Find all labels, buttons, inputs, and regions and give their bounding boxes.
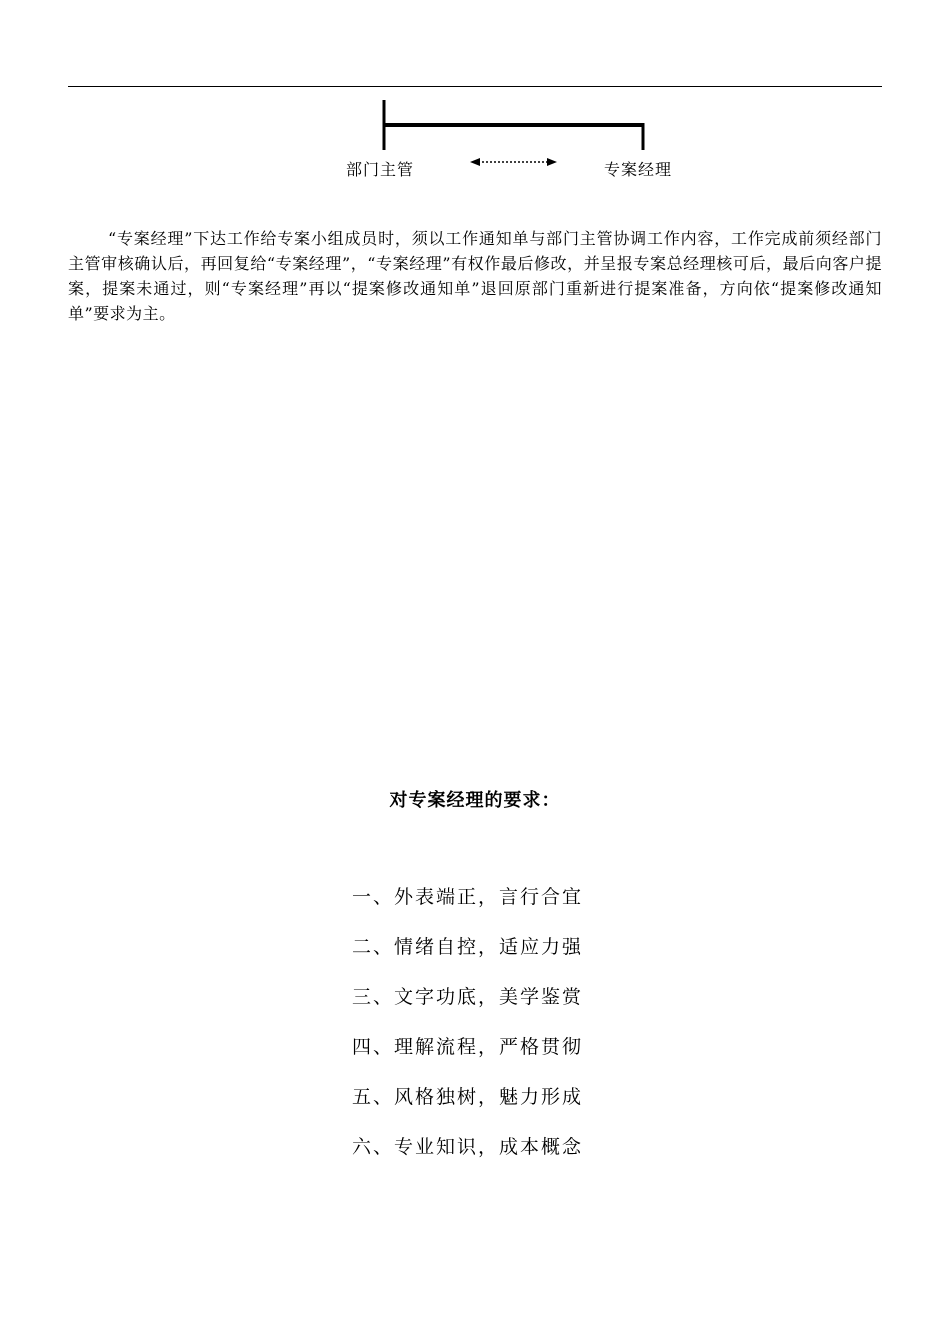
node-label-dept-head: 部门主管 (346, 160, 415, 179)
arrowhead-right (547, 158, 557, 166)
arrowhead-left (470, 158, 480, 166)
requirement-item: 五、风格独树，魅力形成 (352, 1086, 584, 1108)
org-chart-connector (0, 0, 950, 200)
requirement-item: 二、情绪自控，适应力强 (352, 936, 584, 958)
node-label-project-manager: 专案经理 (604, 160, 673, 179)
workflow-paragraph: “专案经理”下达工作给专案小组成员时，须以工作通知单与部门主管协调工作内容，工作完成前须经部门主管审核确认后，再回复给“专案经理”，“专案经理”有权作最后修改，并呈报专案总经理核可后，最后向客户提案，提案未通过，则“专案经理”再以“提案修改通知单”退回原部门重新进行提案准备，方向依“提案修改通知单”要求为主。 (68, 229, 882, 323)
requirements-list (352, 884, 583, 1184)
requirement-item: 六、专业知识，成本概念 (352, 1136, 584, 1158)
requirement-item: 三、文字功底，美学鉴赏 (352, 986, 584, 1008)
requirements-heading: 对专案经理的要求： (389, 790, 561, 811)
requirement-item: 四、理解流程，严格贯彻 (352, 1036, 584, 1058)
requirement-item: 一、外表端正，言行合宜 (352, 886, 584, 908)
